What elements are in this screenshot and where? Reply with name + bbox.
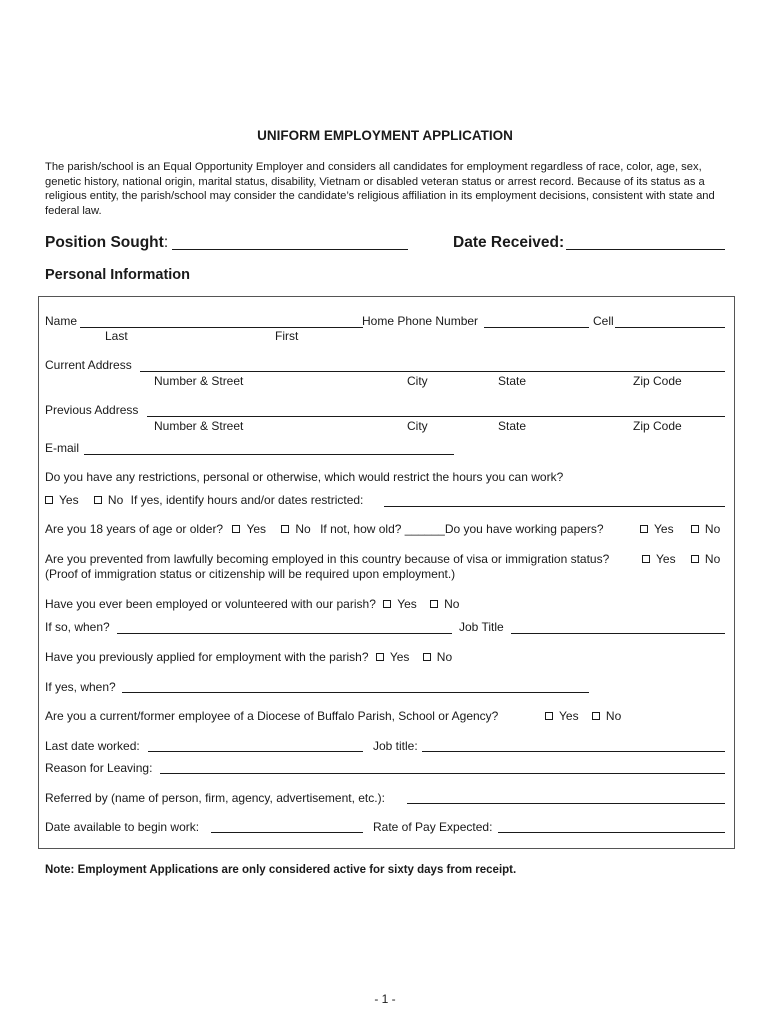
current-street-caption: Number & Street xyxy=(154,374,244,388)
age-no-checkbox[interactable] xyxy=(281,525,289,533)
date-received-field[interactable] xyxy=(566,249,725,250)
personal-information-heading: Personal Information xyxy=(45,267,191,283)
page-number: - 1 - xyxy=(374,992,396,1006)
date-available-field[interactable] xyxy=(211,832,363,833)
current-city-caption: City xyxy=(407,374,428,388)
visa-options: Yes No xyxy=(642,552,720,566)
restrictions-field[interactable] xyxy=(384,506,725,507)
current-zip-caption: Zip Code xyxy=(633,374,682,388)
referred-by-label: Referred by (name of person, firm, agency, advertisement, etc.): xyxy=(45,791,385,805)
last-name-caption: Last xyxy=(105,329,128,343)
reason-leaving-label: Reason for Leaving: xyxy=(45,761,153,775)
position-sought-field[interactable] xyxy=(172,249,408,250)
home-phone-field[interactable] xyxy=(484,327,589,328)
applied-yes-checkbox[interactable] xyxy=(376,653,384,661)
diocese-question: Are you a current/former employee of a Diocese of Buffalo Parish, School or Agency? xyxy=(45,709,499,723)
rate-of-pay-field[interactable] xyxy=(498,832,725,833)
current-address-field[interactable] xyxy=(140,371,725,372)
job-title-label: Job Title xyxy=(459,620,504,634)
if-yes-when-field[interactable] xyxy=(122,692,589,693)
date-available-label: Date available to begin work: xyxy=(45,820,200,834)
last-date-worked-field[interactable] xyxy=(148,751,363,752)
home-phone-label: Home Phone Number xyxy=(362,314,479,328)
diocese-no-checkbox[interactable] xyxy=(592,712,600,720)
position-sought-label: Position Sought: xyxy=(45,234,169,251)
job-title-field[interactable] xyxy=(511,633,725,634)
prior-job-title-field[interactable] xyxy=(422,751,725,752)
visa-no-checkbox[interactable] xyxy=(691,555,699,563)
if-yes-when-label: If yes, when? xyxy=(45,680,116,694)
working-papers-yes-checkbox[interactable] xyxy=(640,525,648,533)
name-field[interactable] xyxy=(80,327,363,328)
activity-note: Note: Employment Applications are only considered active for sixty days from receipt. xyxy=(45,864,517,876)
name-label: Name xyxy=(45,314,78,328)
visa-yes-checkbox[interactable] xyxy=(642,555,650,563)
rate-of-pay-label: Rate of Pay Expected: xyxy=(373,820,493,834)
email-field[interactable] xyxy=(84,454,454,455)
employed-parish-no-checkbox[interactable] xyxy=(430,600,438,608)
diocese-options: Yes No xyxy=(545,709,621,723)
employed-parish-row: Have you ever been employed or volunteered with our parish? Yes No xyxy=(45,597,460,611)
restrictions-question: Do you have any restrictions, personal or otherwise, which would restrict the hours you can work? xyxy=(45,470,564,484)
working-papers-options: Yes No xyxy=(640,522,720,536)
age-row: Are you 18 years of age or older? Yes No If not, how old? ______Do you have working papers? xyxy=(45,522,604,536)
date-received-label: Date Received: xyxy=(453,234,565,251)
current-address-label: Current Address xyxy=(45,358,132,372)
restrictions-no-checkbox[interactable] xyxy=(94,496,102,504)
visa-note: (Proof of immigration status or citizenship will be required upon employment.) xyxy=(45,567,456,581)
applied-row: Have you previously applied for employment with the parish? Yes No xyxy=(45,650,453,664)
if-so-when-field[interactable] xyxy=(117,633,452,634)
restrictions-options: Yes No If yes, identify hours and/or dates restricted: xyxy=(45,493,363,507)
first-name-caption: First xyxy=(275,329,299,343)
job-title-lc-label: Job title: xyxy=(373,739,418,753)
reason-leaving-field[interactable] xyxy=(160,773,725,774)
referred-by-field[interactable] xyxy=(407,803,725,804)
eeo-statement: The parish/school is an Equal Opportunity Employer and considers all candidates for employment regardless of race, color, age, sex, genetic history, national origin, marital status, disability, Vietnam or disabled veteran status or arrest record. Because of its status as a religious entity, the parish/school may consider the candidate’s religious affiliation in its employment decisions, consistent with state and federal law. xyxy=(45,161,715,217)
previous-street-caption: Number & Street xyxy=(154,419,244,433)
cell-field[interactable] xyxy=(615,327,725,328)
page-title: UNIFORM EMPLOYMENT APPLICATION xyxy=(257,128,513,143)
email-label: E-mail xyxy=(45,441,80,455)
previous-city-caption: City xyxy=(407,419,428,433)
previous-zip-caption: Zip Code xyxy=(633,419,682,433)
last-date-worked-label: Last date worked: xyxy=(45,739,140,753)
previous-address-label: Previous Address xyxy=(45,403,139,417)
previous-state-caption: State xyxy=(498,419,527,433)
applied-no-checkbox[interactable] xyxy=(423,653,431,661)
cell-label: Cell xyxy=(593,314,614,328)
visa-question: Are you prevented from lawfully becoming employed in this country because of visa or immigration status? xyxy=(45,552,610,566)
current-state-caption: State xyxy=(498,374,527,388)
if-so-when-label: If so, when? xyxy=(45,620,110,634)
age-yes-checkbox[interactable] xyxy=(232,525,240,533)
diocese-yes-checkbox[interactable] xyxy=(545,712,553,720)
previous-address-field[interactable] xyxy=(147,416,725,417)
employed-parish-yes-checkbox[interactable] xyxy=(383,600,391,608)
restrictions-yes-checkbox[interactable] xyxy=(45,496,53,504)
working-papers-no-checkbox[interactable] xyxy=(691,525,699,533)
